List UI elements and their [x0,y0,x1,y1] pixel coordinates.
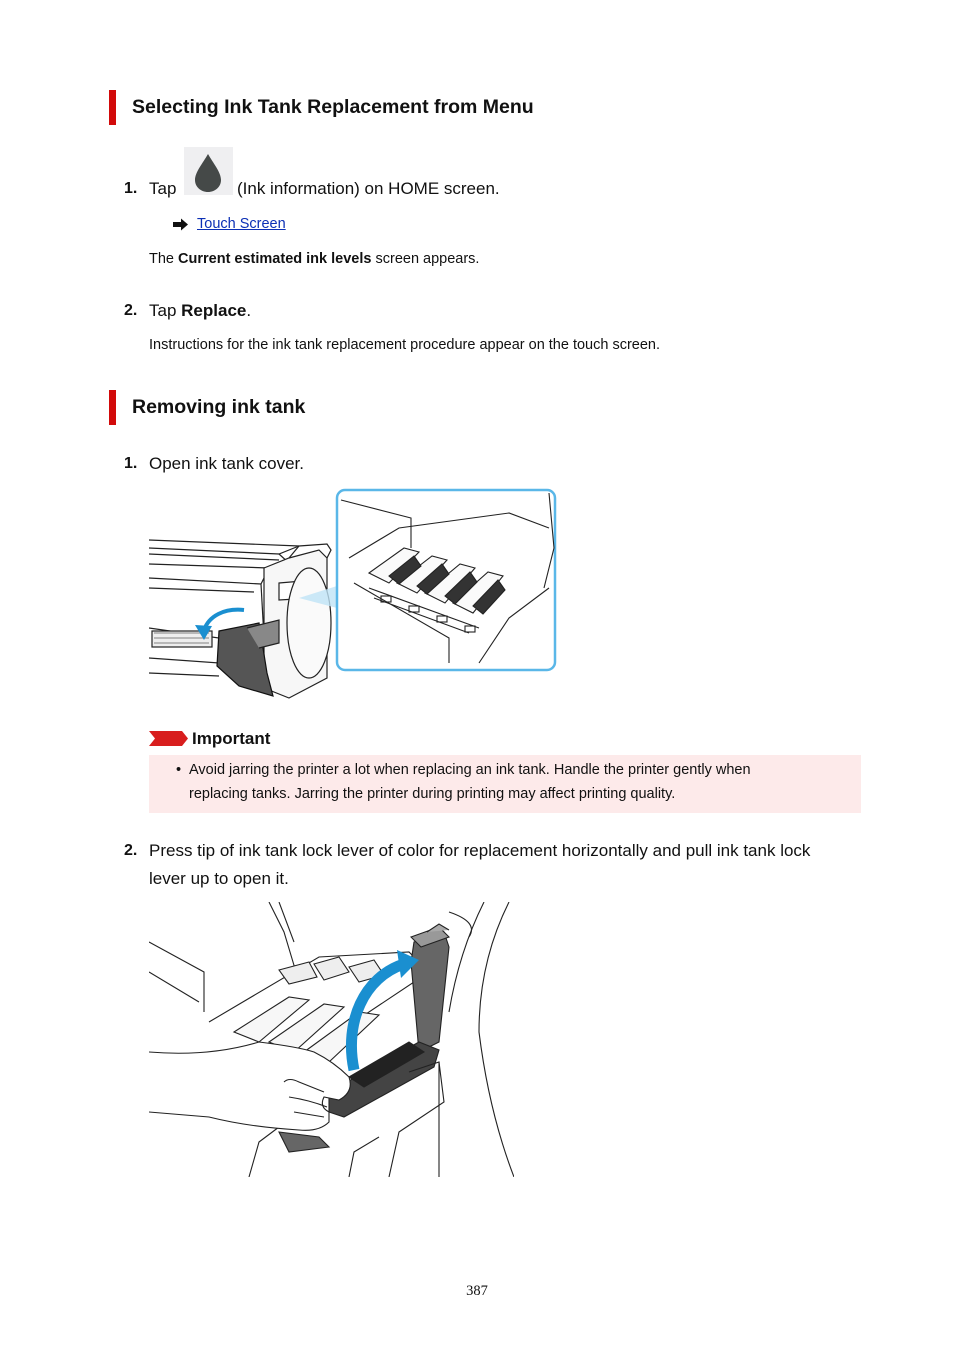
section-heading-bar [109,90,116,125]
section-heading-bar [109,390,116,425]
step-text-ink-info: (Ink information) on HOME screen. [237,179,500,198]
step-text-press-tip-line2: lever up to open it. [149,869,289,888]
section-title-removing: Removing ink tank [132,396,306,418]
step-text-open-cover: Open ink tank cover. [149,454,304,473]
lock-lever-illustration [149,902,514,1182]
step-number: 1. [124,180,138,197]
step-result-text: The Current estimated ink levels screen appears. [149,251,480,267]
step-text-replace: Tap Replace. [149,301,252,320]
important-text-line2: replacing tanks. Jarring the printer during printing may affect printing quality. [189,786,676,802]
touch-screen-link[interactable]: Touch Screen [197,216,286,232]
important-text-line1: Avoid jarring the printer a lot when replacing an ink tank. Handle the printer gently when [189,762,751,778]
ink-tank-cover-illustration [149,488,559,708]
step-text-tap: Tap [149,179,177,198]
step-number: 1. [124,455,138,472]
important-bullet: • [176,762,182,778]
important-icon [149,731,189,751]
step-note-text: Instructions for the ink tank replacement procedure appear on the touch screen. [149,337,661,353]
step-text-press-tip-line1: Press tip of ink tank lock lever of color for replacement horizontally and pull ink tank lock [149,841,811,860]
ink-drop-icon [184,147,233,195]
important-label: Important [192,729,271,748]
step-number: 2. [124,302,138,319]
link-arrow-icon [172,218,189,236]
section-title-selecting: Selecting Ink Tank Replacement from Menu [132,96,534,118]
step-number: 2. [124,842,138,859]
page-number: 387 [466,1283,488,1299]
